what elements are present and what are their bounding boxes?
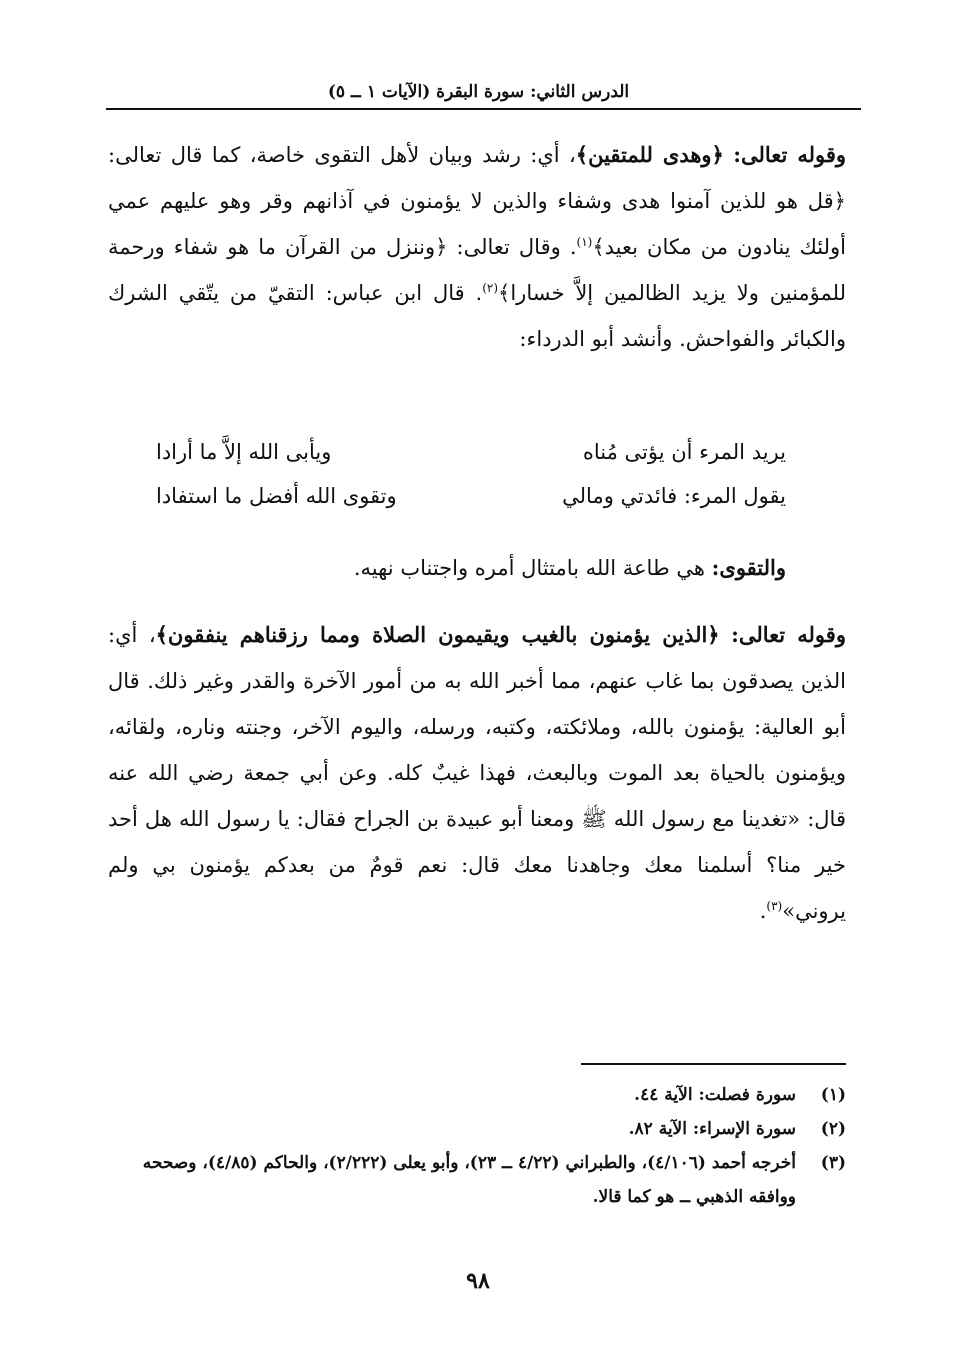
paragraph-1-quote: ﴿وهدى للمتقين﴾ [575,142,724,167]
verse-line-2-second-hemistich: وتقوى الله أفضل ما استفادا [156,484,397,508]
paragraph-2-quote: ﴿الذين يؤمنون بالغيب ويقيمون الصلاة ومما رزقناهم ينفقون﴾ [155,622,720,647]
footnote-ref-2: (٢) [482,281,499,295]
footnotes [106,1078,846,1214]
paragraph-2-text: ، أي: الذين يصدقون بما غاب عنهم، مما أخبر الله به من أمور الآخرة والقدر وغير ذلك. قال أبو العالية: يؤمنون بالله، وملائكته، وكتبه، ورسله، واليوم الآخر، وجنته وناره، ولقائه، ويؤمنون بالحياة بعد الموت وبالبعث، فهذا غيبٌ كله. وعن أبي جمعة رضي الله عنه قال: «تغدينا مع رسول الله ﷺ ومعنا أبو عبيدة بن الجراح فقال: يا رسول الله هل أحد خير منا؟ أسلمنا معك وجاهدنا معك قال: نعم قومٌ من بعدكم يؤمنون بي ولم يروني» [108,623,846,923]
footnote-2 [106,1112,846,1146]
paragraph-1-text: ، أي: رشد وبيان لأهل التقوى خاصة، كما قال تعالى: ﴿قل هو للذين آمنوا هدى وشفاء والذين لا يؤمنون في آذانهم وقر وهو عليهم عمي أولئك ينادون من مكان بعيد﴾ [108,143,846,259]
page-number: ٩٨ [466,1268,490,1294]
footnote-3-number: (٣) [820,1153,846,1173]
paragraph-2-end: . [759,899,767,923]
footnote-ref-3: (٣) [766,899,783,913]
verse-line-1-second-hemistich: ويأبى الله إلاَّ ما أرادا [156,440,332,464]
footnote-1 [106,1078,846,1112]
verse-line-2 [156,474,786,518]
footnote-1-text: سورة فصلت: الآية ٤٤. [634,1085,796,1105]
paragraph-2-lead: وقوله تعالى: [731,622,846,647]
paragraph-2 [108,612,846,934]
taqwa-definition [146,548,786,588]
verse-line-1 [156,430,786,474]
footnote-3-text: أخرجه أحمد (٤/١٠٦)، والطبراني (٤/٢٢ ــ ٢٣)، وأبو يعلى (٢/٢٢٢)، والحاكم (٤/٨٥)، وصححه ووافقه الذهبي ــ هو كما قالا. [142,1153,796,1207]
taqwa-term: والتقوى: [711,555,786,580]
running-header: الدرس الثاني: سورة البقرة (الآيات ١ ــ ٥) [327,82,630,102]
footnote-3 [106,1146,846,1214]
poem-verse [156,430,786,518]
header-rule [106,108,861,110]
paragraph-1 [108,132,846,362]
footnote-ref-1: (١) [576,235,593,249]
footnote-1-number: (١) [820,1085,846,1105]
taqwa-text: هي طاعة الله بامتثال أمره واجتناب نهيه. [353,556,705,580]
paragraph-1-text-3: . قال ابن عباس: التقيّ من يتّقي الشرك والكبائر والفواحش. وأنشد أبو الدرداء: [108,281,846,351]
footnote-2-text: سورة الإسراء: الآية ٨٢. [628,1119,796,1139]
paragraph-1-text-2: . وقال تعالى: ﴿وننزل من القرآن ما هو شفاء ورحمة للمؤمنين ولا يزيد الظالمين إلاَّ خسارا﴾ [108,235,846,305]
footnote-2-number: (٢) [820,1119,846,1139]
paragraph-1-lead: وقوله تعالى: [733,142,847,167]
verse-line-2-first-hemistich: يقول المرء: فائدتي ومالي [562,484,786,508]
verse-line-1-first-hemistich: يريد المرء أن يؤتى مُناه [582,440,786,464]
footnote-rule [581,1063,846,1065]
